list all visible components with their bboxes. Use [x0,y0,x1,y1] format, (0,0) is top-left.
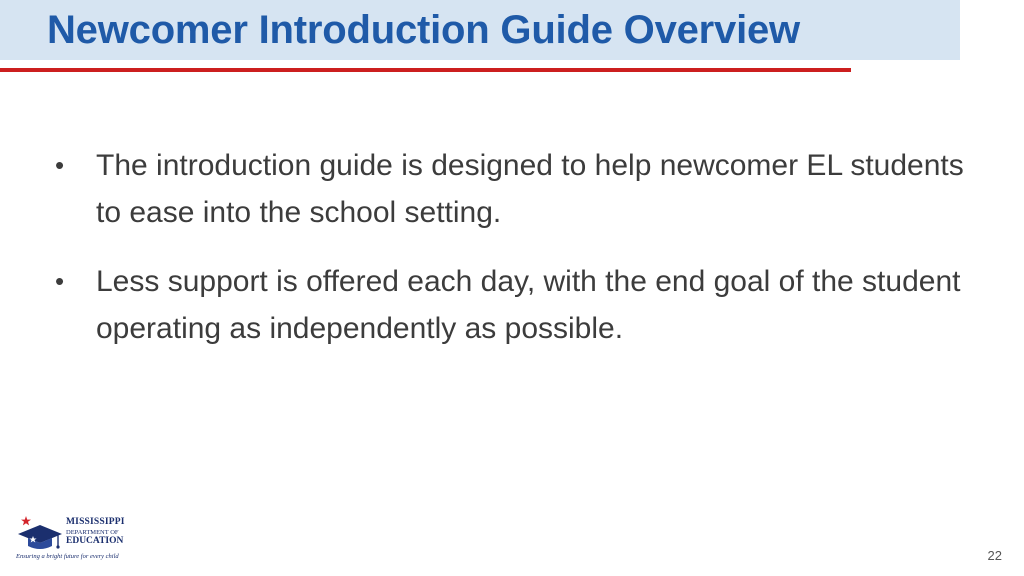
logo-line-education: EDUCATION [66,536,124,546]
bullet-item [55,142,985,236]
bullet-icon: • [55,150,65,180]
page-number: 22 [987,548,1002,563]
bullet-text: Less support is offered each day, with the end goal of the student operating as independently as possible. [96,265,961,345]
bullet-list [55,142,985,374]
logo-line-mississippi: MISSISSIPPI [66,517,125,527]
slide-title: Newcomer Introduction Guide Overview [47,8,800,52]
title-underline-rule [0,68,851,72]
logo-wordmark [66,518,125,547]
logo-tagline: Ensuring a bright future for every child [16,553,119,560]
logo-line-department: DEPARTMENT OF [66,528,119,536]
mde-logo [16,514,131,564]
bullet-item [55,258,985,352]
bullet-icon: • [55,266,65,296]
graduation-cap-icon [16,514,64,554]
bullet-text: The introduction guide is designed to help newcomer EL students to ease into the school setting. [96,149,964,229]
